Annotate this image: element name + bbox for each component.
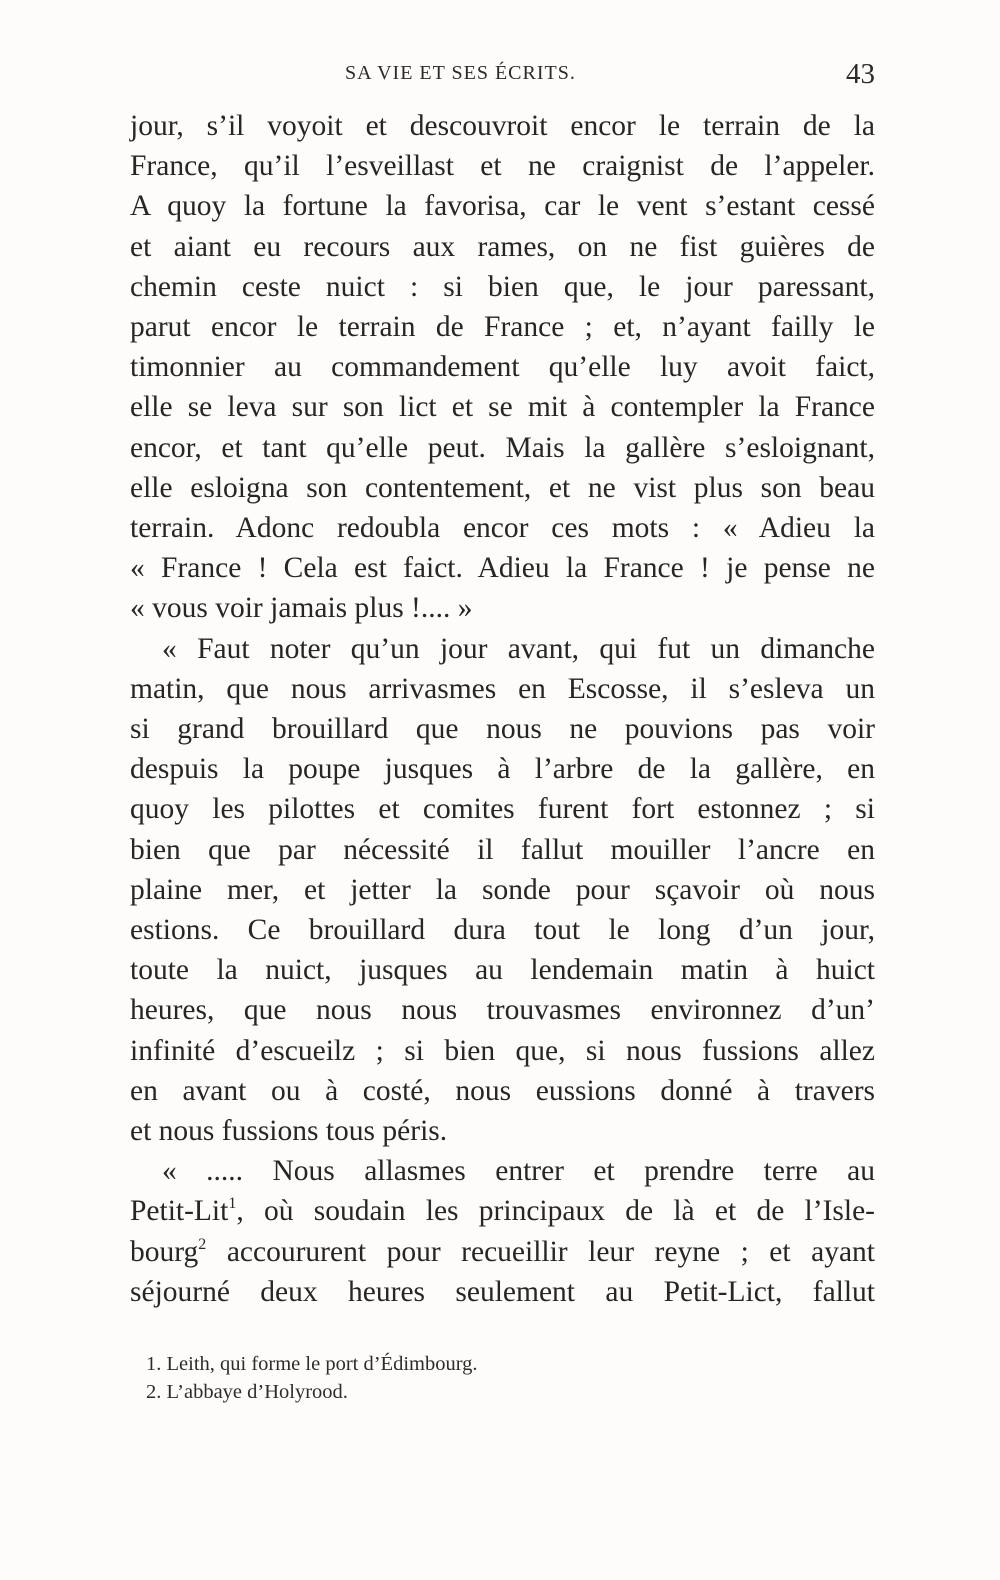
text-line: timonnier au commandement qu’elle luy avoit faict, — [130, 351, 875, 384]
text-line: bien que par nécessité il fallut mouiller l’ancre en — [130, 833, 875, 866]
footnote: 1. Leith, qui forme le port d’Édimbourg. — [146, 1353, 478, 1375]
text-line-with-footnote-ref — [130, 1232, 875, 1272]
text-line: elle esloigna son contentement, et ne vist plus son beau — [130, 471, 875, 504]
text-line: encor, et tant qu’elle peut. Mais la gallère s’esloignant, — [130, 431, 875, 464]
text-line: estions. Ce brouillard dura tout le long d’un jour, — [130, 914, 875, 947]
text-fragment: bourg — [130, 1235, 199, 1268]
text-line: et aiant eu recours aux rames, on ne fist guières de — [130, 230, 875, 263]
body-text — [130, 106, 875, 1312]
text-line: A quoy la fortune la favorisa, car le vent s’estant cessé — [130, 190, 875, 223]
text-line: jour, s’il voyoit et descouvroit encor le terrain de la — [130, 110, 875, 142]
footnotes — [146, 1350, 846, 1406]
footnote: 2. L’abbaye d’Holyrood. — [146, 1381, 348, 1403]
text-line: plaine mer, et jetter la sonde pour sçavoir où nous — [130, 873, 875, 906]
text-line: heures, que nous nous trouvasmes environnez d’un’ — [130, 994, 875, 1027]
text-fragment: Petit-Lit — [130, 1195, 229, 1228]
text-line: « France ! Cela est faict. Adieu la France ! je pense ne — [130, 552, 875, 585]
text-line: séjourné deux heures seulement au Petit-Lict, fallut — [130, 1275, 875, 1308]
footnote-ref: 1 — [228, 1195, 237, 1213]
text-line: terrain. Adonc redoubla encor ces mots : « Adieu la — [130, 512, 875, 545]
text-line: despuis la poupe jusques à l’arbre de la gallère, en — [130, 753, 875, 786]
text-line: en avant ou à costé, nous eussions donné à travers — [130, 1074, 875, 1107]
text-fragment: , où soudain les principaux de là et de l’Isle- — [236, 1195, 875, 1228]
text-line: chemin ceste nuict : si bien que, le jour paressant, — [130, 270, 875, 303]
text-line: parut encor le terrain de France ; et, n’ayant failly le — [130, 311, 875, 344]
footnote-ref: 2 — [198, 1235, 207, 1253]
running-title: SA VIE ET SES ÉCRITS. — [345, 62, 576, 84]
text-line: et nous fussions tous péris. — [130, 1115, 448, 1148]
text-line: toute la nuict, jusques au lendemain matin à huict — [130, 954, 875, 987]
running-head — [130, 58, 875, 98]
page-number: 43 — [846, 58, 875, 90]
text-line-with-footnote-ref — [130, 1191, 875, 1231]
text-line: quoy les pilottes et comites furent fort estonnez ; si — [130, 793, 875, 826]
text-line: matin, que nous arrivasmes en Escosse, il s’esleva un — [130, 672, 875, 705]
text-line: France, qu’il l’esveillast et ne craignist de l’appeler. — [130, 150, 875, 183]
text-fragment: accoururent pour recueillir leur reyne ; et ayant — [206, 1235, 875, 1268]
text-line: « vous voir jamais plus !.... » — [130, 592, 473, 625]
text-line: infinité d’escueilz ; si bien que, si nous fussions allez — [130, 1034, 875, 1067]
text-line: « Faut noter qu’un jour avant, qui fut un dimanche — [162, 632, 875, 665]
text-line: « ..... Nous allasmes entrer et prendre terre au — [162, 1155, 875, 1188]
text-line: si grand brouillard que nous ne pouvions pas voir — [130, 713, 875, 746]
text-line: elle se leva sur son lict et se mit à contempler la France — [130, 391, 875, 424]
